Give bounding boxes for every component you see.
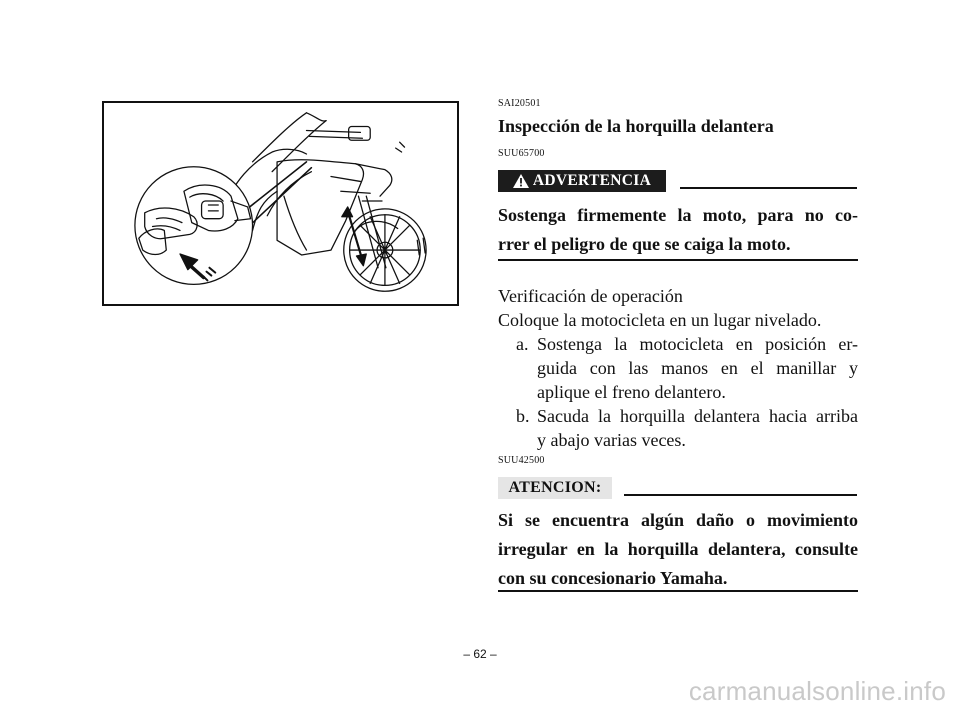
section-code: SAI20501 [498,98,541,109]
caution-label: ATENCION: [508,479,602,496]
procedure-heading: Verificación de operación [498,286,683,306]
motorcycle-front-fork-icon [104,103,457,304]
fork-inspection-illustration [102,101,459,306]
warning-rule-bottom [498,259,858,261]
section-title: Inspección de la horquilla delantera [498,116,774,136]
caution-badge [498,477,612,499]
warning-rule-top [680,187,857,189]
warning-text [498,201,858,259]
page-number: – 62 – [463,647,497,661]
caution-code: SUU42500 [498,455,545,466]
item-line: Sostenga la motocicleta en posición er- [537,334,858,354]
caution-rule-bottom [498,590,858,592]
item-line: guida con las manos en el manillar y [537,358,858,378]
warning-line: Sostenga firmemente la moto, para no co- [498,205,858,225]
warning-badge [498,170,666,192]
caution-line: Si se encuentra algún daño o movimiento [498,510,858,530]
item-line: Sacuda la horquilla delantera hacia arriba [537,406,858,426]
warning-line: rrer el peligro de que se caiga la moto. [498,234,791,254]
warning-code: SUU65700 [498,148,545,159]
caution-text [498,506,858,593]
warning-triangle-icon [513,174,529,188]
caution-line: con su concesionario Yamaha. [498,568,728,588]
item-label: b. [516,406,530,426]
procedure-intro: Coloque la motocicleta en un lugar nivelado. [498,310,822,330]
item-line: aplique el freno delantero. [537,382,726,402]
item-line: y abajo varias veces. [537,430,686,450]
item-label: a. [516,334,529,354]
caution-rule-top [624,494,857,496]
watermark: carmanualsonline.info [688,676,946,706]
warning-label: ADVERTENCIA [532,172,652,189]
caution-line: irregular en la horquilla delantera, consulte [498,539,858,559]
